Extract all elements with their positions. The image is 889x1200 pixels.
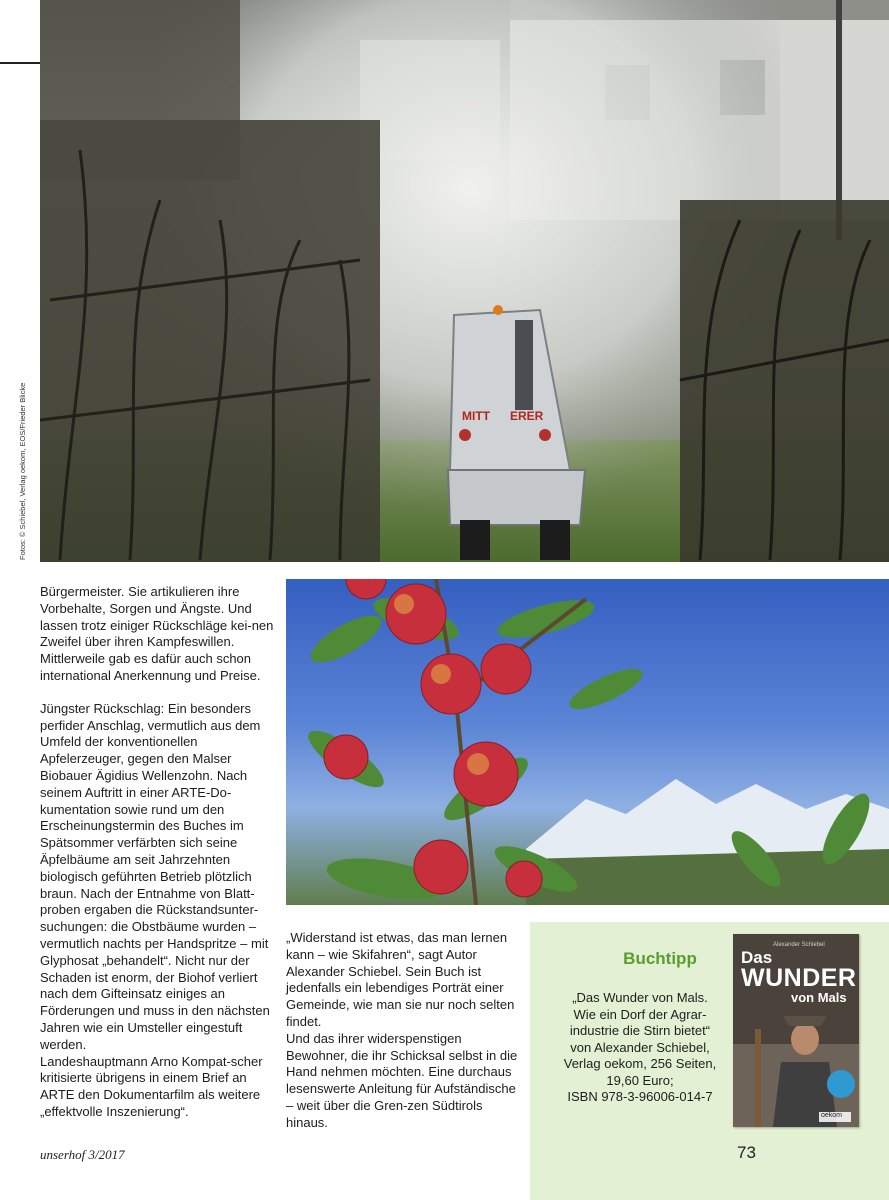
buchtipp-line: von Alexander Schiebel, [570, 1039, 710, 1055]
book-title-das: Das [741, 948, 773, 967]
orchard-sprayer-illustration [40, 0, 889, 562]
apple-tree-illustration [286, 579, 889, 905]
apple-tree-photo [286, 579, 889, 905]
buchtipp-line: ISBN 978-3-96006-014-7 [567, 1089, 713, 1104]
book-publisher: oekom [821, 1112, 843, 1119]
book-title-wunder: WUNDER [741, 964, 857, 992]
photo-credit: Fotos: © Schiebel, Verlag oekom, EOS/Frieder Blicke [18, 382, 27, 560]
buchtipp-line: „Das Wunder von Mals. [572, 990, 708, 1005]
buchtipp-line: 19,60 Euro; [606, 1072, 674, 1088]
orchard-sprayer-photo [40, 0, 889, 562]
paragraph: Landeshauptmann Arno Kompat-scher kritisierte übrigens in einem Brief an ARTE den Dokumentarfilm als weitere „effektvolle Inszenierung“. [40, 1053, 263, 1119]
paragraph: Und das ihrer widerspenstigen Bewohner, die ihr Schicksal selbst in die Hand nehmen möchten. Eine durchaus lesenswerte Anleitung für Aufständische – weit über die Gren-zen Südtirols hinaus. [286, 1030, 518, 1130]
sprayer-label-left: MITT [462, 409, 490, 423]
sprayer-label-right: ERER [510, 409, 544, 423]
buchtipp-line: Verlag oekom, 256 Seiten, [563, 1056, 717, 1071]
book-title-von-mals: von Mals [791, 990, 847, 1005]
paragraph: „Widerstand ist etwas, das man lernen kann – wie Skifahren“, sagt Autor Alexander Schiebel. Sein Buch ist jedenfalls ein lebendiges Porträt einer Gemeinde, wie man sie nur noch selten findet. [286, 930, 515, 1029]
top-rule [0, 62, 40, 64]
page-number: 73 [737, 1143, 756, 1162]
article-column-middle [286, 930, 524, 1132]
book-cover [733, 934, 859, 1127]
buchtipp-title: Buchtipp [623, 949, 697, 968]
paragraph: Bürgermeister. Sie artikulieren ihre Vorbehalte, Sorgen und Ängste. Und lassen trotz einiger Rückschläge kei-nen Zweifel über ihren Kampfeswillen. Mittlerweile gab es dafür auch schon international Anerkennung und Preise. [40, 584, 274, 683]
buchtipp-box [530, 922, 889, 1200]
buchtipp-line: Wie ein Dorf der Agrar- [573, 1006, 707, 1022]
book-author: Alexander Schiebel [773, 942, 825, 948]
buchtipp-description [550, 990, 730, 1106]
buchtipp-line: industrie die Stirn bietet“ [569, 1023, 711, 1038]
article-column-left [40, 584, 280, 1121]
paragraph: Jüngster Rückschlag: Ein besonders perfider Anschlag, vermutlich aus dem Umfeld der konventionellen Apfelerzeuger, gegen den Malser Biobauer Ägidius Wellenzohn. Nach seinem Auftritt in einer ARTE-Do-kumentation sowie rund um den Erscheinungstermin des Buches im Spätsommer verfärbten sich seine Äpfelbäume am seit Jahrzehnten biologisch geführten Betrieb plötzlich braun. Nach der Entnahme von Blatt-proben ergaben die Rückstandsunter-suchungen: die Obstbäume wurden – vermutlich nachts per Handspritze – mit Glyphosat „behandelt“. Nicht nur der Schaden ist enorm, der Biohof verliert nach dem Gifteinsatz einiges an Förderungen und muss in den nächsten Jahren wie ein Umsteller eingestuft werden. [40, 700, 270, 1052]
magazine-issue: unserhof 3/2017 [40, 1147, 125, 1162]
